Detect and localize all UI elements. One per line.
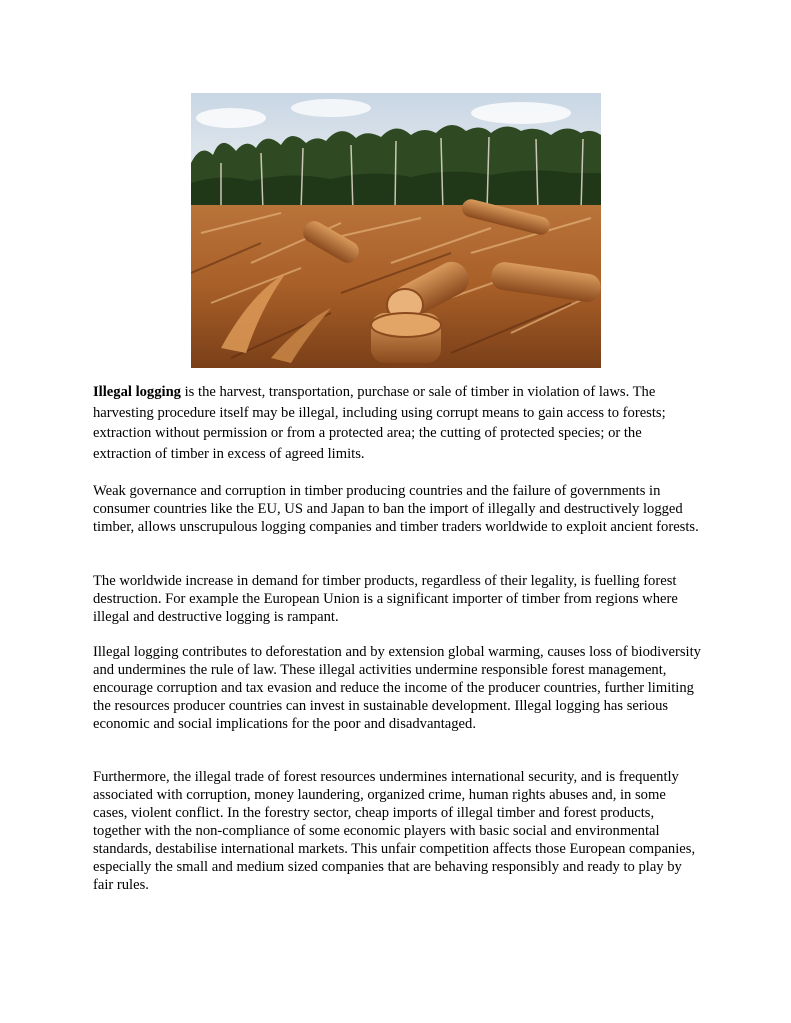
- definition-text: is the harvest, transportation, purchase or sale of timber in violation of laws. The harvesting procedure itself may be illegal, including using corrupt means to gain access to forests; extraction without permission or from a protected area; the cutting of protected species; or the extraction of timber in excess of agreed limits.: [93, 384, 666, 462]
- paragraph-security: Furthermore, the illegal trade of forest resources undermines international security, and is frequently associated with corruption, money laundering, organized crime, human rights abuses and, in some cases, violent conflict. In the forestry sector, cheap imports of illegal timber and forest products, together with the non-compliance of some economic players with basic social and environmental standards, destabilise international markets. This unfair competition affects those European companies, especially the small and medium sized companies that are behaving responsibly and ready to play by fair rules.: [93, 769, 696, 893]
- paragraph-governance: Weak governance and corruption in timber producing countries and the failure of governments in consumer countries like the EU, US and Japan to ban the import of illegally and destructively logged timber, allows unscrupulous logging companies and timber traders worldwide to exploit ancient forests.: [93, 483, 699, 535]
- paragraph-definition: [93, 382, 703, 464]
- paragraph-consequences: Illegal logging contributes to deforestation and by extension global warming, causes loss of biodiversity and undermines the rule of law. These illegal activities undermine responsible forest management, encourage corruption and tax evasion and reduce the income of the producer countries, further limiting the resources producer countries can invest in sustainable development. Illegal logging has serious economic and social implications for the poor and disadvantaged.: [93, 644, 701, 732]
- deforestation-photo: [191, 93, 601, 368]
- term-illegal-logging: Illegal logging: [93, 384, 181, 400]
- paragraph-demand: The worldwide increase in demand for timber products, regardless of their legality, is fuelling forest destruction. For example the European Union is a significant importer of timber from regions where illegal and destructive logging is rampant.: [93, 573, 678, 625]
- deforestation-photo-illustration: [191, 93, 601, 368]
